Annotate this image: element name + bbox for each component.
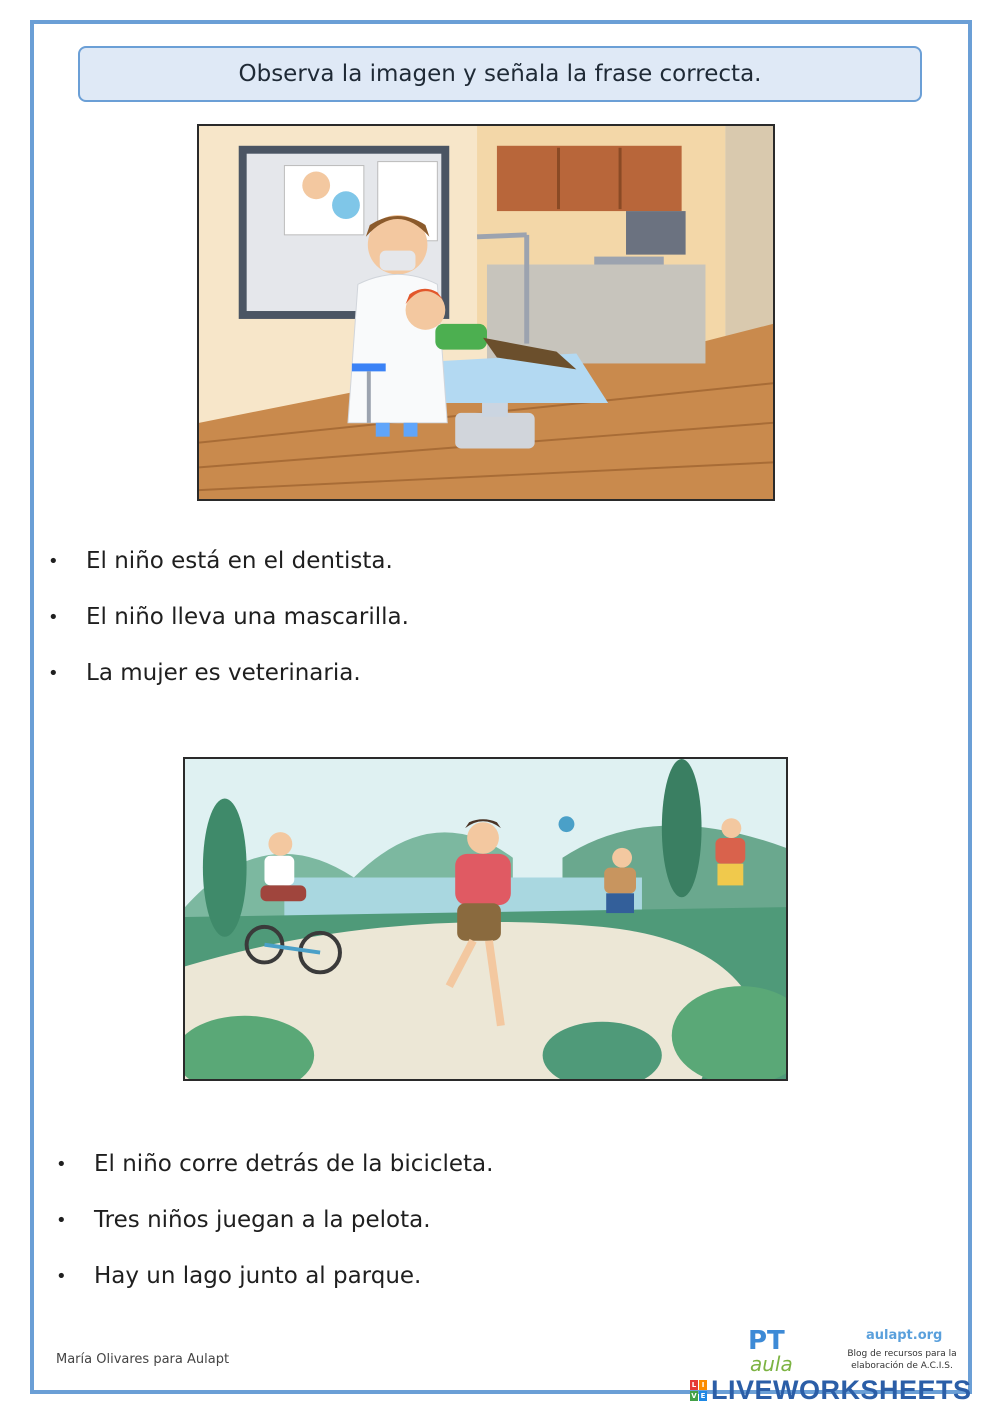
option-item[interactable] [48, 589, 409, 645]
bullet-icon: • [56, 1265, 67, 1287]
bullet-icon: • [48, 662, 59, 684]
logo-aula-text: aula [750, 1352, 793, 1376]
option-item[interactable] [56, 1192, 493, 1248]
bullet-icon: • [48, 606, 59, 628]
option-item[interactable] [56, 1248, 493, 1304]
live-letter: V [691, 1391, 697, 1400]
option-text: Tres niños juegan a la pelota. [94, 1207, 431, 1233]
liveworksheets-wordmark: LIVEWORKSHEETS [711, 1374, 972, 1405]
logo-pt-text: PT [748, 1326, 785, 1356]
option-item[interactable] [56, 1136, 493, 1192]
bullet-icon: • [48, 550, 59, 572]
logo-tagline: Blog de recursos para la elaboración de A.C.I.S. [847, 1349, 957, 1371]
live-letter: L [691, 1380, 697, 1389]
option-text: La mujer es veterinaria. [86, 660, 361, 686]
park-scene-image [183, 757, 788, 1081]
aulapt-logo [744, 1322, 964, 1382]
dentist-scene-image [197, 124, 775, 501]
live-letter: E [700, 1391, 706, 1400]
instruction-banner: Observa la imagen y señala la frase correcta. [78, 46, 922, 102]
option-item[interactable] [48, 533, 409, 589]
sentence-options-1 [48, 533, 409, 701]
option-text: El niño corre detrás de la bicicleta. [94, 1151, 494, 1177]
liveworksheets-badge[interactable] [690, 1376, 972, 1404]
live-letter: I [699, 1380, 707, 1390]
logo-site-text: aulapt.org [866, 1328, 943, 1343]
option-text: El niño lleva una mascarilla. [86, 604, 409, 630]
bullet-icon: • [56, 1153, 67, 1175]
option-text: El niño está en el dentista. [86, 548, 393, 574]
sentence-options-2 [56, 1136, 493, 1304]
live-icon [690, 1380, 707, 1401]
footer-credit: María Olivares para Aulapt [56, 1352, 230, 1367]
option-item[interactable] [48, 645, 409, 701]
bullet-icon: • [56, 1209, 67, 1231]
option-text: Hay un lago junto al parque. [94, 1263, 422, 1289]
